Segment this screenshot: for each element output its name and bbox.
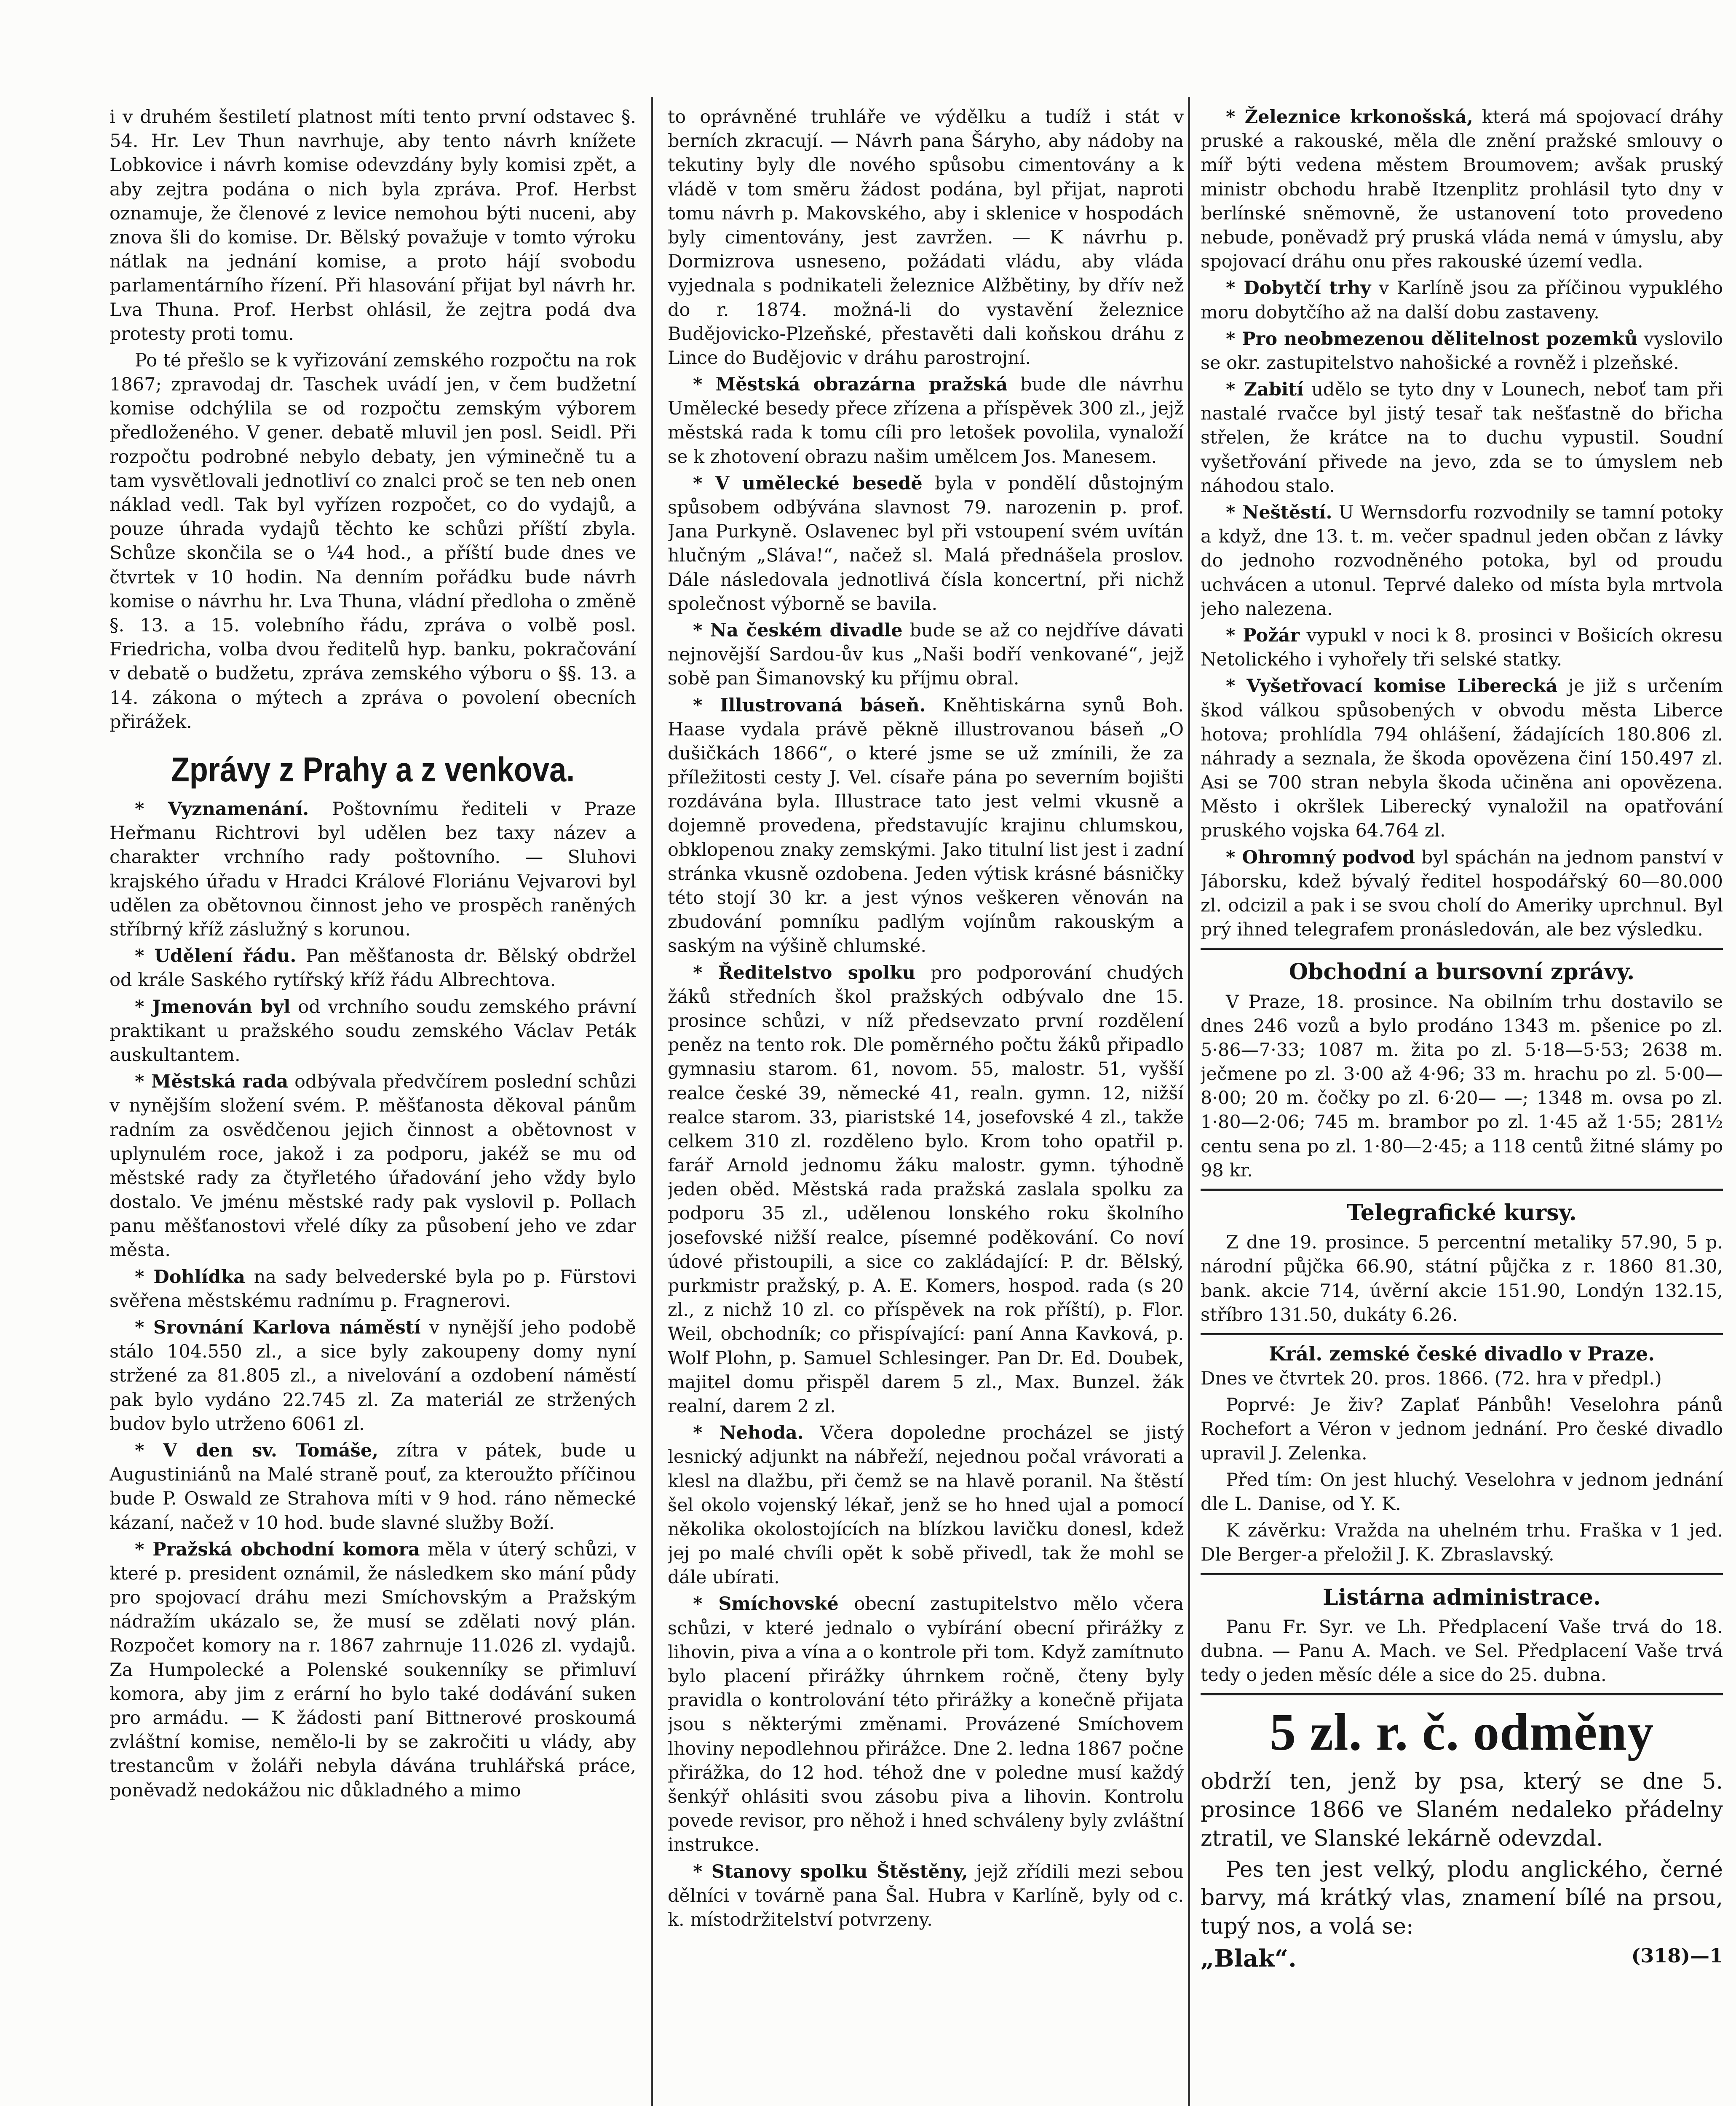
column-rule-left	[651, 97, 653, 2106]
news-item: * Neštěstí. U Wernsdorfu rozvodnily se tamní potoky a když, dne 13. t. m. večer spadnul jeden občan z lávky do jednoho rozvodněného potoka, byl od proudu uchvácen a utonul. Teprvé daleko od místa byla mrtvola jeho nalezena.	[1201, 502, 1723, 620]
reward-advertisement	[1201, 1704, 1723, 1974]
news-item: * Udělení řádu. Pan měšťanosta dr. Bělský obdržel od krále Saského rytířský kříž řádu Albrechtova.	[110, 946, 636, 991]
column-right	[1201, 105, 1723, 2106]
news-item: * Dobytčí trhy v Karlíně jsou za příčinou vypuklého moru dobytčího až na další dobu zastaveny.	[1201, 278, 1723, 323]
column-left	[110, 105, 636, 2106]
theatre-line: K závěrku: Vražda na uhelném trhu. Fraška v 1 jed. Dle Berger-a přeložil J. K. Zbraslavský.	[1201, 1520, 1723, 1566]
ad-text: Pes ten jest velký, plodu anglického, černé barvy, má krátký vlas, znamení bílé na prsou, tupý nos, a volá se:	[1201, 1857, 1723, 1939]
theatre-line: Před tím: On jest hluchý. Veselohra v jednom jednání dle L. Danise, od Y. K.	[1201, 1469, 1723, 1515]
news-item: * V umělecké besedě byla v pondělí důstojným spůsobem odbývána slavnost 79. narozenin p. prof. Jana Purkyně. Oslavenec byl při vstoupení svém uvítán hlučným „Sláva!“, načež sl. Malá přednášela proslov. Dále následovala jednotlivá čísla koncertní, při nichž společnost výborně se bavila.	[668, 473, 1184, 615]
news-item: * Stanovy spolku Štěstěny, jejž zřídili mezi sebou dělníci v továrně pana Šal. Hubra v Karlíně, byly od c. k. místodržitelství potvrzeny.	[668, 1861, 1184, 1930]
markets-report: V Praze, 18. prosince. Na obilním trhu dostavilo se dnes 246 vozů a bylo prodáno 1343 m. pšenice po zl. 5·86—7·33; 1087 m. žita po zl. 5·18—5·53; 2638 m. ječmene po zl. 3·00 až 4·96; 33 m. hrachu po zl. 5·00—8·00; 20 m. čočky po zl. 6·20— —; 1348 m. ovsa po zl. 1·80—2·06; 745 m. brambor po zl. 1·45 až 1·55; 281½ centu sena po zl. 1·80—2·45; a 118 centů žitné slámy po 98 kr.	[1201, 991, 1723, 1181]
admin-notes: Panu Fr. Syr. ve Lh. Předplacení Vaše trvá do 18. dubna. — Panu A. Mach. ve Sel. Předplacení Vaše trvá tedy o jeden měsíc déle a sice do 25. dubna.	[1201, 1616, 1723, 1686]
news-item: * Pražská obchodní komora měla v úterý schůzi, v které p. president oznámil, že následkem sko mání půdy pro spojovací dráhu mezi Smíchovským a Pražským nádražím ukázalo se, že musí se zdělati nový plán. Rozpočet komory na r. 1867 zahrnuje 11.026 zl. vydajů. Za Humpolecké a Polenské soukenníky se přimluví komora, aby jim z erární ho bylo také dodávání suken pro armádu. — K žádosti paní Bittnerové proskoumá zvláštní komise, nemělo-li by se zakročiti u vlády, aby trestancům v žoláři nebyla dávána truhlářská práce, poněvadž nedokážou nic důkladného a mimo	[110, 1539, 636, 1801]
news-item: * Na českém divadle bude se až co nejdříve dávati nejnovější Sardou-ův kus „Naši bodří venkované“, jejž sobě pan Šimanovský ku příjmu obral.	[668, 620, 1184, 690]
news-item: * Srovnání Karlova náměstí v nynější jeho podobě stálo 104.550 zl., a sice byly zakoupeny domy nyní stržené za 81.805 zl., a nivelování a ozdobení náměstí pak bylo vydáno 22.745 zl. Za materiál ze stržených budov bylo utrženo 6061 zl.	[110, 1317, 636, 1435]
news-item: * Vyšetřovací komise Liberecká je již s určením škod válkou spůsobených v obvodu města Liberce hotova; prohlídla 794 ohlášení, žádajících 180.806 zl. náhrady a seznala, že škoda opovězena činí 150.497 zl. Asi se 700 stran nebyla škoda učiněna ani opovězena. Město i okršlek Liberecký vynaložil na opatřování pruského vojska 64.764 zl.	[1201, 676, 1723, 842]
news-item: * Smíchovské obecní zastupitelstvo mělo včera schůzi, v které jednalo o vybírání obecní přirážky z lihovin, piva a vína a o kontrole při tom. Když zamítnuto bylo placení přirážky úhrnkem ročně, čteny byly pravidla o kontrolování této přirážky a konečně přijata jsou s některými změnami. Provázené Smíchovem lhoviny nepodlehnou přirážce. Dne 2. ledna 1867 počne přirážka, do 12 hod. téhož dne v poledne musí každý šenkýř ohlásiti svou zásobu piva a lihovin. Kontrolu povede revisor, pro něhož i hned schváleny byly zvláštní instrukce.	[668, 1593, 1184, 1856]
news-item: * Jmenován byl od vrchního soudu zemského právní praktikant u pražského soudu zemského Václav Peták auskultantem.	[110, 996, 636, 1066]
telegraph-report: Z dne 19. prosince. 5 percentní metaliky 57.90, 5 p. národní půjčka 66.90, státní půjčka z r. 1860 81.30, bank. akcie 714, úvěrní akcie 151.90, Londýn 132.15, stříbro 131.50, dukáty 6.26.	[1201, 1232, 1723, 1326]
dog-name: „Blak“.	[1201, 1945, 1297, 1973]
divider	[1201, 1573, 1723, 1575]
divider	[1201, 948, 1723, 950]
news-item: * Dohlídka na sady belvederské byla po p. Fürstovi svěřena městskému radnímu p. Fragnerovi.	[110, 1266, 636, 1312]
news-item: * Illustrovaná báseň. Kněhtiskárna synů Boh. Haase vydala právě pěkně illustrovanou báseň „O dušičkách 1866“, o které jsme se už zmínili, že za příležitosti cesty J. Vel. císaře pána po severním bojišti rozdávána byla. Illustrace tato jest velmi vkusně a dojemně provedena, představujíc krajinu chlumskou, obklopenou znaky zemskými. Jako titulní list jest i zadní stránka vkusně ozdobena. Jeden výtisk krásné básničky této stojí 30 kr. a jest výnos veškeren věnován na zbudování pomníku padlým vojínům rakouským a saským na výšině chlumské.	[668, 695, 1184, 957]
news-item: * Městská rada odbývala předvčírem poslední schůzi v nynějším složení svém. P. měšťanosta děkoval pánům radním za osvědčenou jejich činnost a obětovnost v uplynulém roce, jakož i za podporu, jakéž se mu od městské rady za čtyřletého úřadování jeho vždy bylo dostalo. Ve jménu městské rady pak vyslovil p. Pollach panu měšťanostovi vřelé díky za působení jeho ve zdar města.	[110, 1071, 636, 1261]
news-item: * Městská obrazárna pražská bude dle návrhu Umělecké besedy přece zřízena a příspěvek 300 zl., jejž městská rada k tomu cíli pro letošek povolila, vynaloží se k zhotovení obrazu našim umělcem Jos. Manesem.	[668, 374, 1184, 468]
ad-headline: 5 zl. r. č. odměny	[1269, 1703, 1654, 1762]
news-item: * Požár vypukl v noci k 8. prosinci v Bošicích okresu Netolického i vyhořely tři selské statky.	[1201, 625, 1723, 671]
news-item: * Ohromný podvod byl spáchán na jednom panství v Jáborsku, kdež bývalý ředitel hospodářský 60—80.000 zl. odcizil a pak i se svou cholí do Ameriky uprchnul. Byl prý ihned telegrafem pronásledován, ale bez výsledku.	[1201, 847, 1723, 941]
article-paragraph: Po té přešlo se k vyřizování zemského rozpočtu na rok 1867; zpravodaj dr. Taschek uvádí jen, v čem budžetní komise odchýlila se od rozpočtu zemským výborem předloženého. V gener. debatě mluvil jen posl. Seidl. Při rozpočtu podrobné nebylo debaty, jen výminečně tu a tam vysvětlovali jednotliví co znalci proč se ten neb onen náklad vedl. Tak byl vyřízen rozpočet, co do vydajů, a pouze úhrada vydajů těchto ke schůzi příští zbyla. Schůze skončila se o ¼4 hod., a příští bude dnes ve čtvrtek v 10 hodin. Na denním pořádku bude návrh komise o návrhu hr. Lva Thuna, vládní předloha o změně §. 13. a 15. volebního řádu, zpráva o volbě posl. Friedricha, volba dvou ředitelů hyp. banku, pokračování v debatě o budžetu, zpráva zemského výboru o §§. 13. a 14. zákona o mýtech a zpráva o povolení obecních přirážek.	[110, 350, 636, 732]
ad-text: obdrží ten, jenž by psa, který se dne 5. prosince 1866 ve Slaném nedaleko přádelny ztratil, ve Slanské lekárně odevzdal.	[1201, 1769, 1723, 1852]
theatre-line: Poprvé: Je živ? Zaplať Pánbůh! Veselohra pánů Rochefort a Véron v jednom jednání. Pro české divadlo upravil J. Zelenka.	[1201, 1395, 1723, 1464]
divider	[1201, 1333, 1723, 1335]
news-item: * Ředitelstvo spolku pro podporování chudých žáků středních škol pražských odbývalo dne 15. prosince schůzi, v níž předsevzato první rozdělení peněz na tento rok. Dle poměrného počtu žáků připadlo gymnasiu starom. 61, novom. 55, malostr. 51, vyšší realce české 39, německé 41, realn. gymn. 12, nižší realce starom. 33, piaristské 14, josefovské 4 zl., takže celkem 310 zl. rozděleno bylo. Krom toho opatřil p. farář Arnold jednomu žáku malostr. gymn. týhodně jeden oběd. Městská rada pražská zaslala spolku za podporu 35 zl., udělenou lonského roku školního josefovské nižší realce, písemné poděkování. Co noví údové přistoupili, a sice co zakládající: P. dr. Bělský, purkmistr pražský, p. A. E. Komers, hospod. rada (s 20 zl., z nichž 10 zl. co příspěvek na rok příští), p. Flor. Weil, obchodník; co přispívající: paní Anna Kavková, p. Wolf Plohn, p. Samuel Schlesinger. Pan Dr. Ed. Doubek, majitel domu přispěl darem 5 zl., Max. Bunzel. žák realní, darem 2 zl.	[668, 962, 1184, 1417]
admin-title: Listárna administrace.	[1323, 1584, 1601, 1610]
column-rule-right	[1188, 97, 1190, 2106]
divider	[1201, 1693, 1723, 1695]
news-item: * Zabití udělo se tyto dny v Lounech, neboť tam při nastalé rvačce byl jistý tesař tak nešťastně do břicha střelen, že krátce na to duchu vypustil. Soudní vyšetřování přivede na jevo, zda se to úmyslem neb náhodou stalo.	[1201, 379, 1723, 497]
article-paragraph: to oprávněné truhláře ve výdělku a tudíž i stát v berních zkracují. — Návrh pana Šáryho, aby nádoby na tekutiny byly dle nového spůsobu cimentovány a k vládě v tom směru žádost podána, byl přijat, naproti tomu návrh p. Makovského, aby i sklenice v hospodách byly cimentovány, jest zavržen. — K návrhu p. Dormizrova usneseno, požádati vládu, aby vláda vyjednala s podnikateli železnice Alžbětiny, by dřív než do r. 1874. možná-li do vystavění železnice Budějovicko-Plzeňské, přestavěti dali koňskou dráhu z Lince do Budějovic v dráhu parostrojní.	[668, 107, 1184, 369]
theatre-line: Dnes ve čtvrtek 20. pros. 1866. (72. hra v předpl.)	[1201, 1368, 1662, 1390]
news-item: * Pro neobmezenou dělitelnost pozemků vyslovilo se okr. zastupitelstvo nahošické a rovněž i plzeňské.	[1201, 328, 1723, 374]
theatre-title: Král. zemské české divadlo v Praze.	[1268, 1342, 1655, 1365]
news-item: * Vyznamenání. Poštovnímu řediteli v Praze Heřmanu Richtrovi byl udělen bez taxy název a charakter vrchního rady poštovního. — Sluhovi krajského úřadu v Hradci Králové Floriánu Vejvarovi byl udělen za obětovnou činnost jeho ve prospěch raněných stříbrný kříž záslužný s korunou.	[110, 799, 636, 940]
news-item: * Nehoda. Včera dopoledne procházel se jistý lesnický adjunkt na nábřeží, nejednou počal vrávorati a klesl na dlažbu, při čemž se na hlavě poranil. Na štěstí šel okolo vojenský lékař, jenž se ho hned ujal a pomocí několika okolostojících na blízkou lavičku donesl, kdež jej po malé chvíli opět k sobě přivedl, tak že mohl se dále ubírati.	[668, 1422, 1184, 1588]
ad-code: (318)—1	[1631, 1944, 1723, 1967]
article-paragraph: i v druhém šestiletí platnost míti tento první odstavec §. 54. Hr. Lev Thun navrhuje, aby tento návrh knížete Lobkovice i návrh komise odevzdány byly komisi zpět, a aby zejtra podána o nich byla zpráva. Prof. Herbst oznamuje, že členové z levice nemohou býti nuceni, aby znova šli do komise. Dr. Bělský považuje v tomto výroku nátlak na jednání komise, a proto hájí svobodu parlamentárního řízení. Při hlasování přijat byl návrh hr. Lva Thuna. Prof. Herbst ohlásil, že zejtra podá dva protesty proti tomu.	[110, 107, 636, 345]
section-title: Zprávy z Prahy a z venkova.	[171, 750, 575, 789]
column-middle	[668, 105, 1184, 2106]
divider	[1201, 1189, 1723, 1191]
markets-title: Obchodní a bursovní zprávy.	[1289, 959, 1635, 985]
telegraph-title: Telegrafické kursy.	[1347, 1200, 1577, 1226]
news-item: * Železnice krkonošská, která má spojovací dráhy pruské a rakouské, měla dle znění pražské smlouvy o míř býti vedena městem Broumovem; avšak pruský ministr obchodu hrabě Itzenplitz prohlásil tyto dny v berlínské sněmovně, že ustanovení toto provedeno nebude, poněvadž prý pruská vláda nemá v úmyslu, aby spojovací dráhu onu přes rakouské území vedla.	[1201, 107, 1723, 273]
news-item: * V den sv. Tomáše, zítra v pátek, bude u Augustiniánů na Malé straně pouť, za kteroužto příčinou bude P. Oswald ze Strahova míti v 9 hod. ráno německé kázaní, načež v 10 hod. bude slavné služby Boží.	[110, 1440, 636, 1534]
